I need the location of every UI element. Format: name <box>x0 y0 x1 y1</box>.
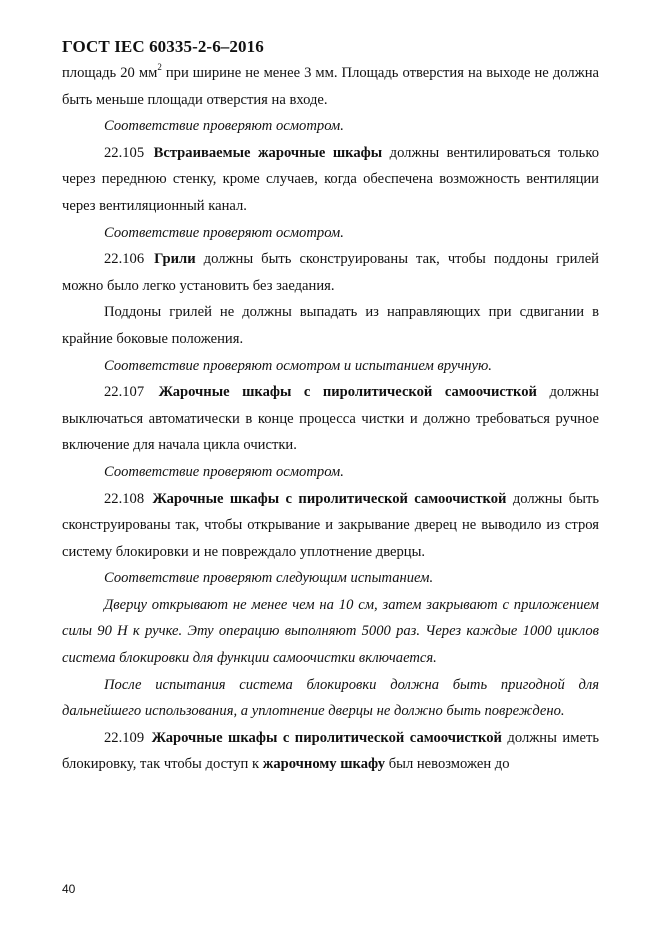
clause-text: был невозможен до <box>385 756 510 773</box>
clause-22-105 <box>62 140 599 220</box>
clause-number: 22.109 <box>104 729 145 746</box>
term-bold: жарочному шкафу <box>262 756 386 773</box>
test-result: После испытания система блокировки должна быть пригодной для дальнейшего использования, а уплотнение дверцы не должно быть повреждено. <box>62 676 599 720</box>
clause-text: должны вентилироваться только через переднюю стенку, кроме случаев, когда обеспечена возможность вентиляции через вентиляционный канал. <box>62 144 599 214</box>
clause-22-109 <box>62 725 599 778</box>
superscript: 2 <box>157 62 162 73</box>
clause-text: должны иметь блокировку, так чтобы доступ к <box>62 729 599 773</box>
clause-22-108 <box>62 486 599 566</box>
text-fragment: при ширине не менее 3 мм. Площадь отверстия на выходе не должна быть меньше площади отверстия на входе. <box>62 65 599 108</box>
clause-text: должны быть сконструированы так, чтобы открывание и закрывание дверец не выводило из строя систему блокировки и не повреждало уплотнение дверцы. <box>62 490 599 560</box>
clause-number: 22.106 <box>104 251 145 268</box>
clause-22-107 <box>62 379 599 459</box>
compliance-note: Соответствие проверяют осмотром. <box>104 224 344 241</box>
compliance-note: Соответствие проверяют осмотром и испытанием вручную. <box>104 357 492 374</box>
compliance-note: Соответствие проверяют осмотром. <box>104 463 344 480</box>
clause-22-106 <box>62 246 599 299</box>
term-bold: Жарочные шкафы с пиролитической самоочисткой <box>151 729 502 746</box>
body-text <box>62 60 599 778</box>
page-number: 40 <box>62 882 76 896</box>
compliance-note: Соответствие проверяют осмотром. <box>104 118 344 135</box>
clause-22-106-paragraph-2: Поддоны грилей не должны выпадать из направляющих при сдвигании в крайние боковые положения. <box>62 304 599 347</box>
clause-text: должны быть сконструированы так, чтобы поддоны грилей можно было легко установить без заедания. <box>62 251 599 294</box>
clause-number: 22.107 <box>104 384 145 401</box>
clause-number: 22.105 <box>104 144 145 161</box>
paragraph-continuation <box>62 60 599 113</box>
term-bold: Встраиваемые жарочные шкафы <box>153 144 383 161</box>
term-bold: Жарочные шкафы с пиролитической самоочисткой <box>158 384 537 401</box>
standard-header: ГОСТ IEC 60335-2-6–2016 <box>62 37 264 56</box>
compliance-note: Соответствие проверяют следующим испытанием. <box>104 570 434 587</box>
term-bold: Жарочные шкафы с пиролитической самоочисткой <box>152 490 507 507</box>
clause-number: 22.108 <box>104 490 145 507</box>
term-bold: Грили <box>154 251 196 268</box>
text-fragment: площадь 20 мм <box>62 65 158 81</box>
clause-text: должны выключаться автоматически в конце процесса чистки и должно требоваться ручное включение для начала цикла очистки. <box>62 384 599 454</box>
test-description: Дверцу открывают не менее чем на 10 см, затем закрывают с приложением силы 90 Н к ручке. Эту операцию выполняют 5000 раз. Через каждые 1000 циклов система блокировки для функции самоочистки включается. <box>62 596 599 667</box>
